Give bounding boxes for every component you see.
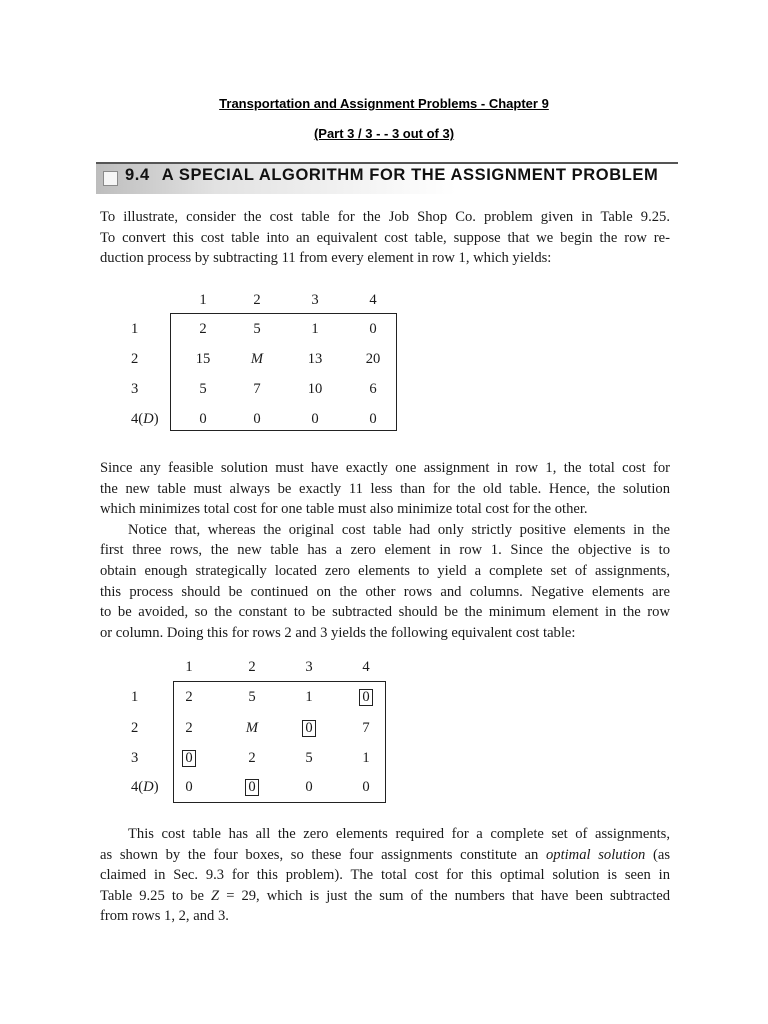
text-line: the new table must always be exactly 11 less than for the old table. Hence, the solution xyxy=(100,480,670,497)
table-cell: 6 xyxy=(369,381,377,397)
row-label: 3 xyxy=(131,750,139,766)
table-cell: 0 xyxy=(253,411,261,427)
row-label: 1 xyxy=(131,321,139,337)
section-number: 9.4 xyxy=(125,166,150,184)
table-cell: 5 xyxy=(253,321,261,337)
table-cell: 0 xyxy=(311,411,319,427)
document-header-part: (Part 3 / 3 - - 3 out of 3) xyxy=(313,126,455,141)
table-cell: 2 xyxy=(248,750,256,766)
table-cell: 2 xyxy=(199,321,207,337)
text-line: This cost table has all the zero elements required for a complete set of assignments, xyxy=(128,826,670,842)
column-header: 4 xyxy=(369,292,377,308)
paragraph-intro xyxy=(100,207,670,269)
table-cell: 2 xyxy=(185,689,193,705)
text-line: Since any feasible solution must have exactly one assignment in row 1, the total cost for xyxy=(100,460,670,476)
row-label: 2 xyxy=(131,720,139,736)
table-cell: 0 xyxy=(199,411,207,427)
table-cell: M xyxy=(245,720,259,736)
table-cell: 2 xyxy=(185,720,193,736)
table-cell: 1 xyxy=(305,689,313,705)
row-label: 4(D) xyxy=(131,411,159,427)
table-cell: 20 xyxy=(365,351,381,367)
table-cell-assigned xyxy=(351,688,381,706)
text-line: claimed in Sec. 9.3 for this problem). The total cost for this optimal solution is seen in xyxy=(100,867,670,884)
column-header: 3 xyxy=(305,659,313,675)
table-cell: 10 xyxy=(307,381,323,397)
table-cell: 0 xyxy=(185,779,193,795)
table-cell: 0 xyxy=(305,779,313,795)
text-line: duction process by subtracting 11 from every element in row 1, which yields: xyxy=(100,250,552,267)
assignment-box: 0 xyxy=(302,720,315,737)
assignment-box: 0 xyxy=(245,779,258,796)
text-line: or column. Doing this for rows 2 and 3 yields the following equivalent cost table: xyxy=(100,624,576,641)
table-cell: 1 xyxy=(362,750,370,766)
column-header: 3 xyxy=(311,292,319,308)
text-line: this process should be continued on the other rows and columns. Negative elements are xyxy=(100,583,670,600)
paragraph-explanation xyxy=(100,458,670,643)
paragraph-conclusion xyxy=(100,824,670,927)
section-title: A SPECIAL ALGORITHM FOR THE ASSIGNMENT PROBLEM xyxy=(161,166,659,184)
text-line: first three rows, the new table has a zero element in row 1. Since the objective is to xyxy=(100,542,670,559)
table-cell: 15 xyxy=(195,351,211,367)
table-cell: 5 xyxy=(199,381,207,397)
column-header: 4 xyxy=(362,659,370,675)
row-label: 2 xyxy=(131,351,139,367)
row-label: 1 xyxy=(131,689,139,705)
table-cell-assigned xyxy=(174,749,204,767)
text-line: to be avoided, so the constant to be subtracted should be the minimum element in the row xyxy=(100,604,670,621)
table-cell: 1 xyxy=(311,321,319,337)
text-line: Table 9.25 to be Z = 29, which is just the sum of the numbers that have been subtracted xyxy=(100,887,671,904)
text-line: which minimizes total cost for one table must also minimize total cost for the other. xyxy=(100,501,588,518)
table-cell: 0 xyxy=(362,779,370,795)
column-header: 1 xyxy=(199,292,207,308)
table-cell: 0 xyxy=(369,411,377,427)
table-cell: M xyxy=(250,351,264,367)
table-cell-assigned xyxy=(294,719,324,737)
table-cell: 0 xyxy=(369,321,377,337)
assignment-box: 0 xyxy=(182,750,195,767)
row-label: 4(D) xyxy=(131,779,159,795)
table-cell: 7 xyxy=(253,381,261,397)
table-cell: 7 xyxy=(362,720,370,736)
document-header-title: Transportation and Assignment Problems - Chapter 9 xyxy=(219,96,549,111)
section-square-icon xyxy=(103,171,118,186)
table-cell: 13 xyxy=(307,351,323,367)
text-line: To convert this cost table into an equivalent cost table, suppose that we begin the row re- xyxy=(100,229,670,246)
text-line: To illustrate, consider the cost table for the Job Shop Co. problem given in Table 9.25. xyxy=(100,209,670,225)
table-cell: 5 xyxy=(305,750,313,766)
text-line: from rows 1, 2, and 3. xyxy=(100,908,229,925)
text-line: obtain enough strategically located zero elements to yield a complete set of assignments, xyxy=(100,562,670,579)
column-header: 2 xyxy=(253,292,261,308)
section-heading xyxy=(125,166,658,185)
assignment-box: 0 xyxy=(359,689,372,706)
table-cell-assigned xyxy=(237,778,267,796)
column-header: 2 xyxy=(248,659,256,675)
row-label: 3 xyxy=(131,381,139,397)
table-cell: 5 xyxy=(248,689,256,705)
text-line: Notice that, whereas the original cost table had only strictly positive elements in the xyxy=(128,521,670,538)
column-header: 1 xyxy=(185,659,193,675)
text-line: as shown by the four boxes, so these four assignments constitute an optimal solution (as xyxy=(100,846,670,863)
